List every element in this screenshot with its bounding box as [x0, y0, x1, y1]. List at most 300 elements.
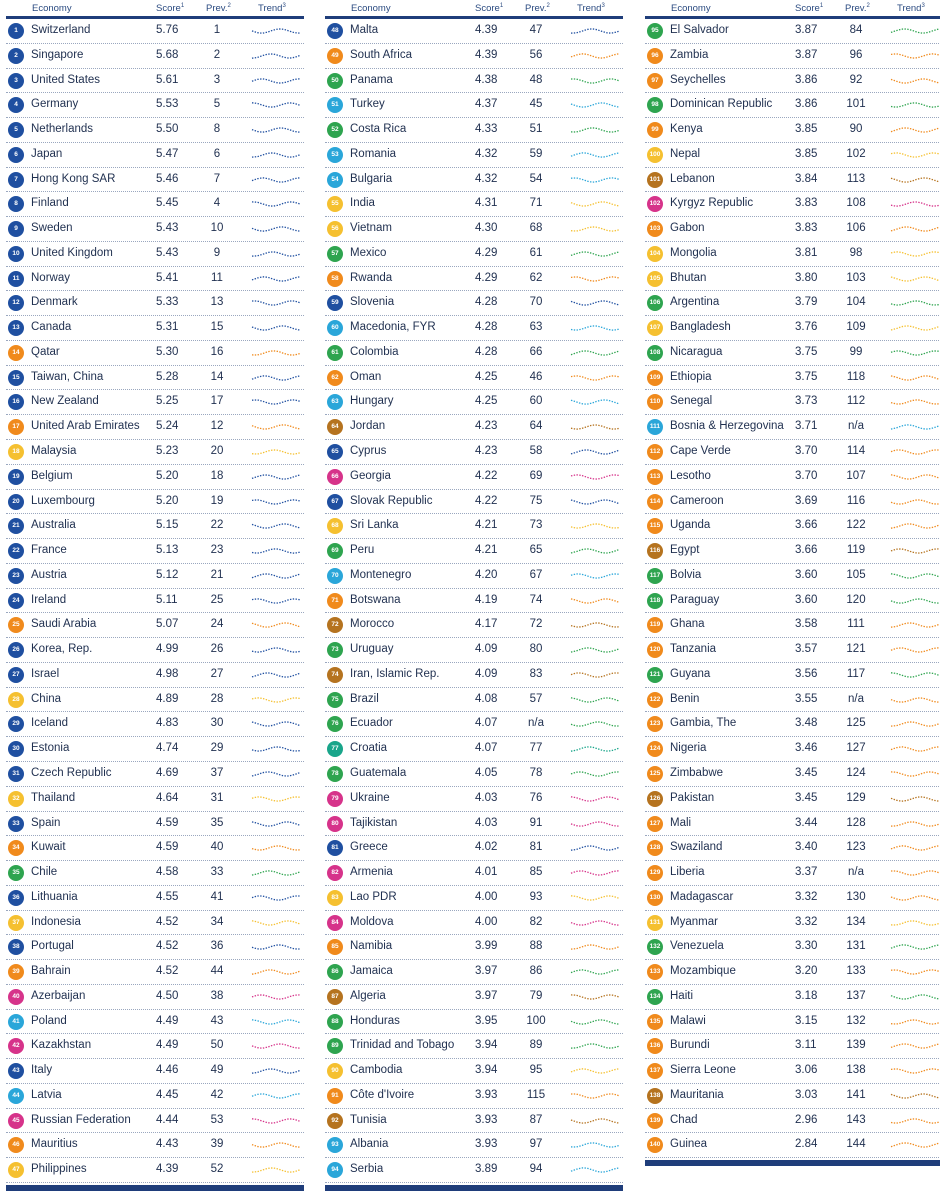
score-value: 3.76 — [795, 321, 818, 334]
economy-name: Nicaragua — [670, 345, 723, 358]
table-row — [645, 415, 940, 440]
trend-sparkline — [890, 372, 940, 384]
trend-line — [891, 549, 939, 553]
rank-badge: 82 — [327, 865, 343, 881]
rank-badge: 84 — [327, 915, 343, 931]
economy-name: Ireland — [31, 593, 67, 606]
table-row — [325, 19, 623, 44]
previous-rank: 5 — [213, 98, 221, 111]
trend-sparkline — [890, 25, 940, 37]
trend-line — [891, 970, 939, 974]
previous-rank: 64 — [529, 420, 543, 433]
table-row — [325, 514, 623, 539]
economy-name: Belgium — [31, 469, 73, 482]
table-row — [325, 93, 623, 118]
rank-badge: 41 — [8, 1014, 24, 1030]
rank-badge: 62 — [327, 370, 343, 386]
previous-rank: 113 — [846, 172, 866, 185]
table-row — [6, 886, 304, 911]
trend-line — [252, 797, 300, 801]
rank-badge: 128 — [647, 840, 663, 856]
trend-line — [252, 1019, 300, 1023]
score-value: 4.89 — [156, 692, 179, 705]
economy-name: Lesotho — [670, 469, 711, 482]
previous-rank: 74 — [529, 593, 543, 606]
rank-badge: 73 — [327, 642, 343, 658]
table-row — [645, 1109, 940, 1134]
previous-rank: 144 — [846, 1138, 866, 1151]
trend-sparkline — [570, 1090, 620, 1102]
score-value: 4.52 — [156, 965, 179, 978]
economy-name: Chad — [670, 1113, 698, 1126]
economy-name: Benin — [670, 692, 700, 705]
previous-rank: 34 — [210, 915, 224, 928]
economy-name: Jamaica — [350, 965, 393, 978]
trend-line — [252, 425, 300, 429]
rank-badge: 7 — [8, 172, 24, 188]
economy-name: Czech Republic — [31, 766, 112, 779]
trend-line — [891, 177, 939, 181]
economy-name: Latvia — [31, 1088, 62, 1101]
score-value: 3.75 — [795, 345, 818, 358]
trend-line — [891, 499, 939, 503]
trend-line — [891, 128, 939, 132]
trend-sparkline — [251, 570, 301, 582]
previous-rank: 28 — [210, 692, 224, 705]
economy-name: United Arab Emirates — [31, 420, 140, 433]
economy-name: Philippines — [31, 1163, 87, 1176]
trend-sparkline — [251, 446, 301, 458]
rank-badge: 139 — [647, 1113, 663, 1129]
previous-rank: 92 — [849, 73, 863, 86]
trend-sparkline — [570, 124, 620, 136]
trend-sparkline — [890, 322, 940, 334]
table-row — [6, 1059, 304, 1084]
rank-badge: 129 — [647, 865, 663, 881]
trend-sparkline — [251, 892, 301, 904]
table-row — [6, 787, 304, 812]
economy-name: Guyana — [670, 667, 711, 680]
rank-badge: 95 — [647, 23, 663, 39]
trend-line — [891, 326, 939, 330]
economy-name: Bangladesh — [670, 321, 731, 334]
rank-badge: 11 — [8, 271, 24, 287]
rank-badge: 35 — [8, 865, 24, 881]
trend-sparkline — [890, 818, 940, 830]
trend-sparkline — [890, 619, 940, 631]
score-value: 5.23 — [156, 445, 179, 458]
previous-rank: 41 — [210, 890, 224, 903]
economy-name: Sweden — [31, 222, 73, 235]
previous-rank: 51 — [529, 123, 543, 136]
column-header — [325, 0, 623, 19]
trend-sparkline — [890, 743, 940, 755]
trend-sparkline — [251, 619, 301, 631]
economy-name: Myanmar — [670, 915, 718, 928]
trend-line — [252, 995, 300, 999]
rank-badge: 23 — [8, 568, 24, 584]
rank-badge: 110 — [647, 394, 663, 410]
rank-badge: 119 — [647, 617, 663, 633]
score-value: 4.39 — [475, 48, 498, 61]
trend-sparkline — [251, 917, 301, 929]
score-value: 3.55 — [795, 692, 818, 705]
table-row — [6, 1010, 304, 1035]
trend-sparkline — [570, 1065, 620, 1077]
trend-line — [252, 871, 300, 875]
trend-line — [571, 846, 619, 850]
table-row — [645, 564, 940, 589]
rank-badge: 98 — [647, 97, 663, 113]
rank-badge: 102 — [647, 196, 663, 212]
rank-badge: 76 — [327, 716, 343, 732]
table-row — [6, 1084, 304, 1109]
score-value: 4.49 — [156, 1039, 179, 1052]
score-value: 3.95 — [475, 1014, 498, 1027]
rank-badge: 5 — [8, 122, 24, 138]
trend-sparkline — [251, 1164, 301, 1176]
economy-name: Croatia — [350, 742, 388, 755]
trend-sparkline — [890, 50, 940, 62]
trend-sparkline — [570, 768, 620, 780]
economy-name: Kyrgyz Republic — [670, 197, 754, 210]
previous-rank: 85 — [529, 866, 543, 879]
table-row — [325, 440, 623, 465]
trend-sparkline — [251, 842, 301, 854]
trend-line — [891, 747, 939, 751]
trend-sparkline — [890, 1139, 940, 1151]
economy-name: Kazakhstan — [31, 1039, 92, 1052]
economy-name: Bahrain — [31, 965, 71, 978]
rank-badge: 43 — [8, 1063, 24, 1079]
table-row — [645, 911, 940, 936]
score-value: 3.15 — [795, 1014, 818, 1027]
score-value: 3.73 — [795, 395, 818, 408]
score-value: 4.23 — [475, 420, 498, 433]
score-value: 5.41 — [156, 271, 179, 284]
rank-badge: 3 — [8, 73, 24, 89]
table-row — [645, 366, 940, 391]
rank-badge: 71 — [327, 593, 343, 609]
rank-badge: 131 — [647, 915, 663, 931]
trend-sparkline — [251, 1090, 301, 1102]
table-row — [325, 589, 623, 614]
score-value: 3.83 — [795, 222, 818, 235]
table-row — [645, 737, 940, 762]
previous-rank: 12 — [210, 420, 224, 433]
rank-badge: 122 — [647, 692, 663, 708]
trend-line — [571, 1044, 619, 1048]
table-row — [325, 291, 623, 316]
trend-sparkline — [570, 818, 620, 830]
economy-name: United Kingdom — [31, 246, 113, 259]
score-value: 3.37 — [795, 866, 818, 879]
rank-badge: 97 — [647, 73, 663, 89]
rank-badge: 46 — [8, 1137, 24, 1153]
score-value: 4.09 — [475, 643, 498, 656]
ranking-column-3 — [645, 0, 940, 1166]
score-value: 3.32 — [795, 915, 818, 928]
trend-sparkline — [890, 421, 940, 433]
previous-rank: 94 — [529, 1163, 543, 1176]
economy-name: Chile — [31, 866, 58, 879]
trend-sparkline — [251, 174, 301, 186]
score-value: 5.43 — [156, 246, 179, 259]
economy-name: Ethiopia — [670, 370, 712, 383]
previous-rank: 119 — [846, 544, 866, 557]
rank-badge: 88 — [327, 1014, 343, 1030]
table-row — [6, 93, 304, 118]
trend-sparkline — [251, 248, 301, 260]
previous-rank: 35 — [210, 816, 224, 829]
previous-rank: 59 — [529, 147, 543, 160]
rank-badge: 40 — [8, 989, 24, 1005]
score-value: 4.39 — [475, 24, 498, 36]
economy-name: Spain — [31, 816, 61, 829]
table-row — [645, 935, 940, 960]
economy-name: Georgia — [350, 469, 391, 482]
trend-line — [891, 475, 939, 479]
economy-name: Montenegro — [350, 568, 412, 581]
trend-sparkline — [570, 322, 620, 334]
economy-name: Cape Verde — [670, 445, 731, 458]
table-row — [325, 1034, 623, 1059]
economy-name: Armenia — [350, 866, 393, 879]
economy-name: Tanzania — [670, 643, 717, 656]
economy-name: Sri Lanka — [350, 519, 399, 532]
economy-name: Indonesia — [31, 915, 81, 928]
trend-sparkline — [890, 669, 940, 681]
economy-name: Denmark — [31, 296, 78, 309]
previous-rank: 78 — [529, 766, 543, 779]
trend-sparkline — [251, 595, 301, 607]
trend-line — [571, 797, 619, 801]
score-value: 3.87 — [795, 48, 818, 61]
score-value: 4.02 — [475, 841, 498, 854]
table-row — [325, 242, 623, 267]
table-row — [6, 960, 304, 985]
table-row — [645, 861, 940, 886]
score-value: 5.31 — [156, 321, 179, 334]
trend-sparkline — [890, 124, 940, 136]
score-value: 3.58 — [795, 618, 818, 631]
trend-sparkline — [890, 842, 940, 854]
rank-badge: 59 — [327, 295, 343, 311]
score-value: 4.43 — [156, 1138, 179, 1151]
trend-sparkline — [570, 520, 620, 532]
score-value: 3.94 — [475, 1064, 498, 1077]
score-value: 4.29 — [475, 246, 498, 259]
trend-sparkline — [890, 1090, 940, 1102]
rank-badge: 18 — [8, 444, 24, 460]
table-row — [6, 539, 304, 564]
score-value: 4.74 — [156, 742, 179, 755]
header-prev: Prev.$^2$ — [845, 3, 870, 15]
table-row — [325, 787, 623, 812]
rank-badge: 66 — [327, 469, 343, 485]
trend-sparkline — [570, 1115, 620, 1127]
trend-line — [571, 697, 619, 701]
table-row — [6, 911, 304, 936]
trend-sparkline — [251, 818, 301, 830]
trend-sparkline — [251, 768, 301, 780]
previous-rank: 46 — [529, 370, 543, 383]
economy-name: Zambia — [670, 48, 709, 61]
score-value: 5.61 — [156, 73, 179, 86]
trend-sparkline — [570, 297, 620, 309]
trend-sparkline — [890, 297, 940, 309]
trend-sparkline — [570, 619, 620, 631]
trend-sparkline — [890, 545, 940, 557]
trend-sparkline — [251, 1139, 301, 1151]
economy-name: Hong Kong SAR — [31, 172, 116, 185]
economy-name: Gambia, The — [670, 717, 737, 730]
previous-rank: 97 — [529, 1138, 543, 1151]
rank-badge: 29 — [8, 716, 24, 732]
trend-line — [891, 698, 939, 702]
score-value: 4.64 — [156, 791, 179, 804]
table-row — [645, 836, 940, 861]
previous-rank: 125 — [846, 717, 866, 730]
rank-badge: 121 — [647, 667, 663, 683]
rank-badge: 83 — [327, 890, 343, 906]
rank-badge: 56 — [327, 221, 343, 237]
trend-line — [571, 252, 619, 256]
trend-sparkline — [890, 644, 940, 656]
score-value: 4.37 — [475, 98, 498, 111]
previous-rank: 52 — [210, 1163, 224, 1176]
table-row — [6, 390, 304, 415]
table-row — [325, 638, 623, 663]
trend-line — [891, 945, 939, 949]
table-row — [6, 663, 304, 688]
rank-badge: 80 — [327, 816, 343, 832]
previous-rank: 6 — [213, 147, 221, 160]
score-value: 4.32 — [475, 147, 498, 160]
table-row — [6, 1034, 304, 1059]
economy-name: Liberia — [670, 866, 705, 879]
rank-badge: 105 — [647, 271, 663, 287]
trend-line — [571, 400, 619, 404]
trend-sparkline — [890, 1040, 940, 1052]
trend-line — [891, 252, 939, 256]
table-row — [6, 415, 304, 440]
table-row — [6, 935, 304, 960]
previous-rank: 112 — [846, 395, 866, 408]
score-value: 4.22 — [475, 469, 498, 482]
score-value: 5.13 — [156, 544, 179, 557]
score-value: 4.69 — [156, 766, 179, 779]
economy-name: Austria — [31, 568, 67, 581]
trend-line — [571, 500, 619, 504]
table-row — [645, 1084, 940, 1109]
previous-rank: 13 — [210, 296, 224, 309]
economy-name: Ecuador — [350, 717, 393, 730]
score-value: 3.85 — [795, 147, 818, 160]
previous-rank: 121 — [846, 643, 866, 656]
column-header — [6, 0, 304, 19]
trend-sparkline — [890, 793, 940, 805]
previous-rank: 49 — [210, 1064, 224, 1077]
score-value: 4.38 — [475, 73, 498, 86]
rank-badge: 60 — [327, 320, 343, 336]
previous-rank: 117 — [846, 667, 866, 680]
previous-rank: 62 — [529, 271, 543, 284]
economy-name: Korea, Rep. — [31, 643, 93, 656]
table-row — [325, 192, 623, 217]
trend-line — [891, 871, 939, 875]
economy-name: Mozambique — [670, 965, 736, 978]
previous-rank: 101 — [846, 98, 866, 111]
rank-badge: 112 — [647, 444, 663, 460]
trend-line — [252, 945, 300, 949]
economy-name: Slovenia — [350, 296, 395, 309]
economy-name: Kuwait — [31, 841, 66, 854]
score-value: 5.33 — [156, 296, 179, 309]
trend-line — [252, 896, 300, 900]
previous-rank: 83 — [529, 667, 543, 680]
previous-rank: 86 — [529, 965, 543, 978]
previous-rank: 1 — [213, 24, 221, 36]
economy-name: Cyprus — [350, 445, 387, 458]
economy-name: Portugal — [31, 940, 74, 953]
score-value: 4.17 — [475, 618, 498, 631]
trend-line — [571, 376, 619, 380]
rank-badge: 26 — [8, 642, 24, 658]
trend-line — [891, 995, 939, 999]
table-row — [645, 688, 940, 713]
score-value: 3.99 — [475, 940, 498, 953]
economy-name: Tajikistan — [350, 816, 398, 829]
trend-line — [252, 1069, 300, 1073]
score-value: 4.99 — [156, 643, 179, 656]
trend-line — [891, 425, 939, 429]
table-footer-rule — [325, 1185, 623, 1191]
trend-sparkline — [890, 198, 940, 210]
score-value: 2.96 — [795, 1113, 818, 1126]
economy-name: Malaysia — [31, 445, 77, 458]
trend-sparkline — [251, 1016, 301, 1028]
trend-sparkline — [570, 1139, 620, 1151]
trend-sparkline — [890, 718, 940, 730]
score-value: 3.45 — [795, 791, 818, 804]
trend-sparkline — [890, 917, 940, 929]
previous-rank: 122 — [846, 519, 866, 532]
trend-sparkline — [570, 941, 620, 953]
rank-badge: 10 — [8, 246, 24, 262]
previous-rank: 8 — [213, 123, 221, 136]
score-value: 4.46 — [156, 1064, 179, 1077]
economy-name: Cambodia — [350, 1064, 403, 1077]
score-value: 3.66 — [795, 544, 818, 557]
table-row — [645, 192, 940, 217]
previous-rank: 123 — [846, 841, 866, 854]
trend-sparkline — [570, 644, 620, 656]
table-row — [325, 960, 623, 985]
trend-sparkline — [890, 966, 940, 978]
table-row — [645, 217, 940, 242]
rank-badge: 99 — [647, 122, 663, 138]
previous-rank: n/a — [848, 692, 864, 705]
rank-badge: 61 — [327, 345, 343, 361]
table-row — [645, 787, 940, 812]
table-row — [645, 812, 940, 837]
rank-badge: 58 — [327, 271, 343, 287]
trend-line — [891, 1143, 939, 1147]
rank-badge: 1 — [8, 23, 24, 39]
score-value: 3.79 — [795, 296, 818, 309]
economy-name: Serbia — [350, 1163, 384, 1176]
